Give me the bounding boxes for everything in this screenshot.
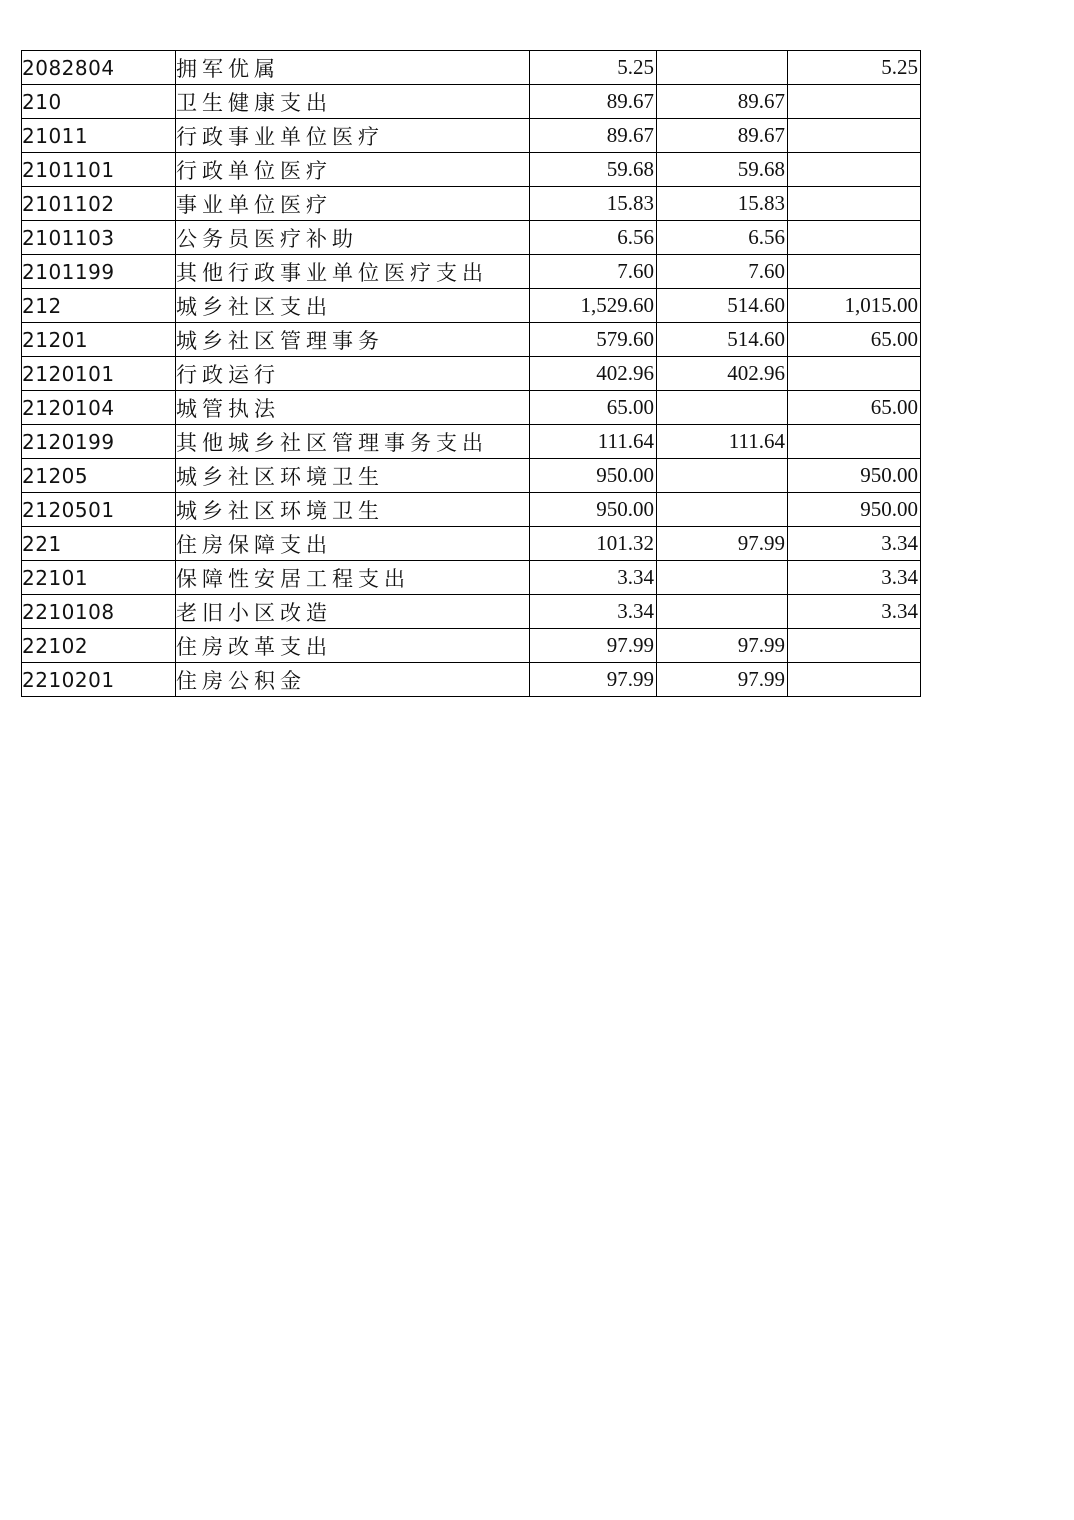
project-expenditure-cell — [788, 425, 921, 459]
total-amount-cell: 15.83 — [530, 187, 657, 221]
basic-expenditure-cell: 89.67 — [657, 119, 788, 153]
table-body — [22, 51, 921, 697]
total-amount-cell: 3.34 — [530, 561, 657, 595]
total-amount-cell: 89.67 — [530, 119, 657, 153]
table-row — [22, 561, 921, 595]
basic-expenditure-cell: 111.64 — [657, 425, 788, 459]
table-row — [22, 85, 921, 119]
subject-code-cell: 2101103 — [22, 221, 176, 255]
project-expenditure-cell — [788, 221, 921, 255]
project-expenditure-cell — [788, 187, 921, 221]
subject-name-cell: 卫生健康支出 — [176, 85, 530, 119]
table-row — [22, 255, 921, 289]
total-amount-cell: 97.99 — [530, 663, 657, 697]
basic-expenditure-cell: 89.67 — [657, 85, 788, 119]
total-amount-cell: 111.64 — [530, 425, 657, 459]
project-expenditure-cell: 3.34 — [788, 595, 921, 629]
subject-name-cell: 拥军优属 — [176, 51, 530, 85]
subject-code-cell: 2101199 — [22, 255, 176, 289]
subject-code-cell: 2120199 — [22, 425, 176, 459]
budget-expenditure-table — [21, 50, 921, 697]
table-row — [22, 51, 921, 85]
table-row — [22, 391, 921, 425]
subject-name-cell: 行政单位医疗 — [176, 153, 530, 187]
table-row — [22, 357, 921, 391]
table-row — [22, 153, 921, 187]
subject-code-cell: 2210108 — [22, 595, 176, 629]
subject-code-cell: 2082804 — [22, 51, 176, 85]
total-amount-cell: 89.67 — [530, 85, 657, 119]
subject-code-cell: 212 — [22, 289, 176, 323]
subject-code-cell: 22101 — [22, 561, 176, 595]
project-expenditure-cell: 5.25 — [788, 51, 921, 85]
project-expenditure-cell: 3.34 — [788, 527, 921, 561]
subject-name-cell: 城乡社区环境卫生 — [176, 459, 530, 493]
subject-name-cell: 城管执法 — [176, 391, 530, 425]
table-row — [22, 289, 921, 323]
subject-name-cell: 住房改革支出 — [176, 629, 530, 663]
subject-name-cell: 保障性安居工程支出 — [176, 561, 530, 595]
project-expenditure-cell — [788, 357, 921, 391]
total-amount-cell: 59.68 — [530, 153, 657, 187]
total-amount-cell: 6.56 — [530, 221, 657, 255]
total-amount-cell: 101.32 — [530, 527, 657, 561]
total-amount-cell: 5.25 — [530, 51, 657, 85]
basic-expenditure-cell — [657, 493, 788, 527]
basic-expenditure-cell: 7.60 — [657, 255, 788, 289]
subject-name-cell: 其他城乡社区管理事务支出 — [176, 425, 530, 459]
subject-code-cell: 22102 — [22, 629, 176, 663]
subject-code-cell: 2120104 — [22, 391, 176, 425]
subject-code-cell: 21205 — [22, 459, 176, 493]
basic-expenditure-cell: 97.99 — [657, 663, 788, 697]
table-row — [22, 595, 921, 629]
total-amount-cell: 950.00 — [530, 493, 657, 527]
subject-code-cell: 221 — [22, 527, 176, 561]
basic-expenditure-cell — [657, 391, 788, 425]
total-amount-cell: 402.96 — [530, 357, 657, 391]
total-amount-cell: 579.60 — [530, 323, 657, 357]
basic-expenditure-cell — [657, 595, 788, 629]
subject-name-cell: 城乡社区环境卫生 — [176, 493, 530, 527]
total-amount-cell: 950.00 — [530, 459, 657, 493]
table-row — [22, 187, 921, 221]
subject-code-cell: 21201 — [22, 323, 176, 357]
basic-expenditure-cell: 59.68 — [657, 153, 788, 187]
table-row — [22, 221, 921, 255]
project-expenditure-cell: 1,015.00 — [788, 289, 921, 323]
project-expenditure-cell: 950.00 — [788, 459, 921, 493]
table-row — [22, 629, 921, 663]
basic-expenditure-cell: 514.60 — [657, 323, 788, 357]
project-expenditure-cell — [788, 255, 921, 289]
project-expenditure-cell — [788, 85, 921, 119]
project-expenditure-cell — [788, 153, 921, 187]
project-expenditure-cell: 65.00 — [788, 391, 921, 425]
subject-code-cell: 2101101 — [22, 153, 176, 187]
table-row — [22, 323, 921, 357]
project-expenditure-cell: 3.34 — [788, 561, 921, 595]
table-row — [22, 459, 921, 493]
total-amount-cell: 3.34 — [530, 595, 657, 629]
project-expenditure-cell — [788, 119, 921, 153]
subject-name-cell: 其他行政事业单位医疗支出 — [176, 255, 530, 289]
total-amount-cell: 65.00 — [530, 391, 657, 425]
project-expenditure-cell — [788, 663, 921, 697]
subject-code-cell: 2101102 — [22, 187, 176, 221]
subject-code-cell: 2120101 — [22, 357, 176, 391]
project-expenditure-cell: 950.00 — [788, 493, 921, 527]
subject-name-cell: 城乡社区支出 — [176, 289, 530, 323]
total-amount-cell: 1,529.60 — [530, 289, 657, 323]
total-amount-cell: 7.60 — [530, 255, 657, 289]
subject-name-cell: 行政事业单位医疗 — [176, 119, 530, 153]
basic-expenditure-cell — [657, 51, 788, 85]
subject-code-cell: 21011 — [22, 119, 176, 153]
table-row — [22, 119, 921, 153]
basic-expenditure-cell: 15.83 — [657, 187, 788, 221]
table-row — [22, 663, 921, 697]
subject-name-cell: 公务员医疗补助 — [176, 221, 530, 255]
table-row — [22, 425, 921, 459]
basic-expenditure-cell: 97.99 — [657, 527, 788, 561]
project-expenditure-cell — [788, 629, 921, 663]
subject-name-cell: 住房保障支出 — [176, 527, 530, 561]
basic-expenditure-cell — [657, 561, 788, 595]
subject-name-cell: 老旧小区改造 — [176, 595, 530, 629]
subject-code-cell: 2210201 — [22, 663, 176, 697]
table-row — [22, 527, 921, 561]
subject-code-cell: 2120501 — [22, 493, 176, 527]
basic-expenditure-cell: 6.56 — [657, 221, 788, 255]
project-expenditure-cell: 65.00 — [788, 323, 921, 357]
subject-name-cell: 行政运行 — [176, 357, 530, 391]
subject-name-cell: 城乡社区管理事务 — [176, 323, 530, 357]
total-amount-cell: 97.99 — [530, 629, 657, 663]
basic-expenditure-cell — [657, 459, 788, 493]
basic-expenditure-cell: 402.96 — [657, 357, 788, 391]
basic-expenditure-cell: 514.60 — [657, 289, 788, 323]
subject-code-cell: 210 — [22, 85, 176, 119]
table-row — [22, 493, 921, 527]
subject-name-cell: 住房公积金 — [176, 663, 530, 697]
basic-expenditure-cell: 97.99 — [657, 629, 788, 663]
subject-name-cell: 事业单位医疗 — [176, 187, 530, 221]
